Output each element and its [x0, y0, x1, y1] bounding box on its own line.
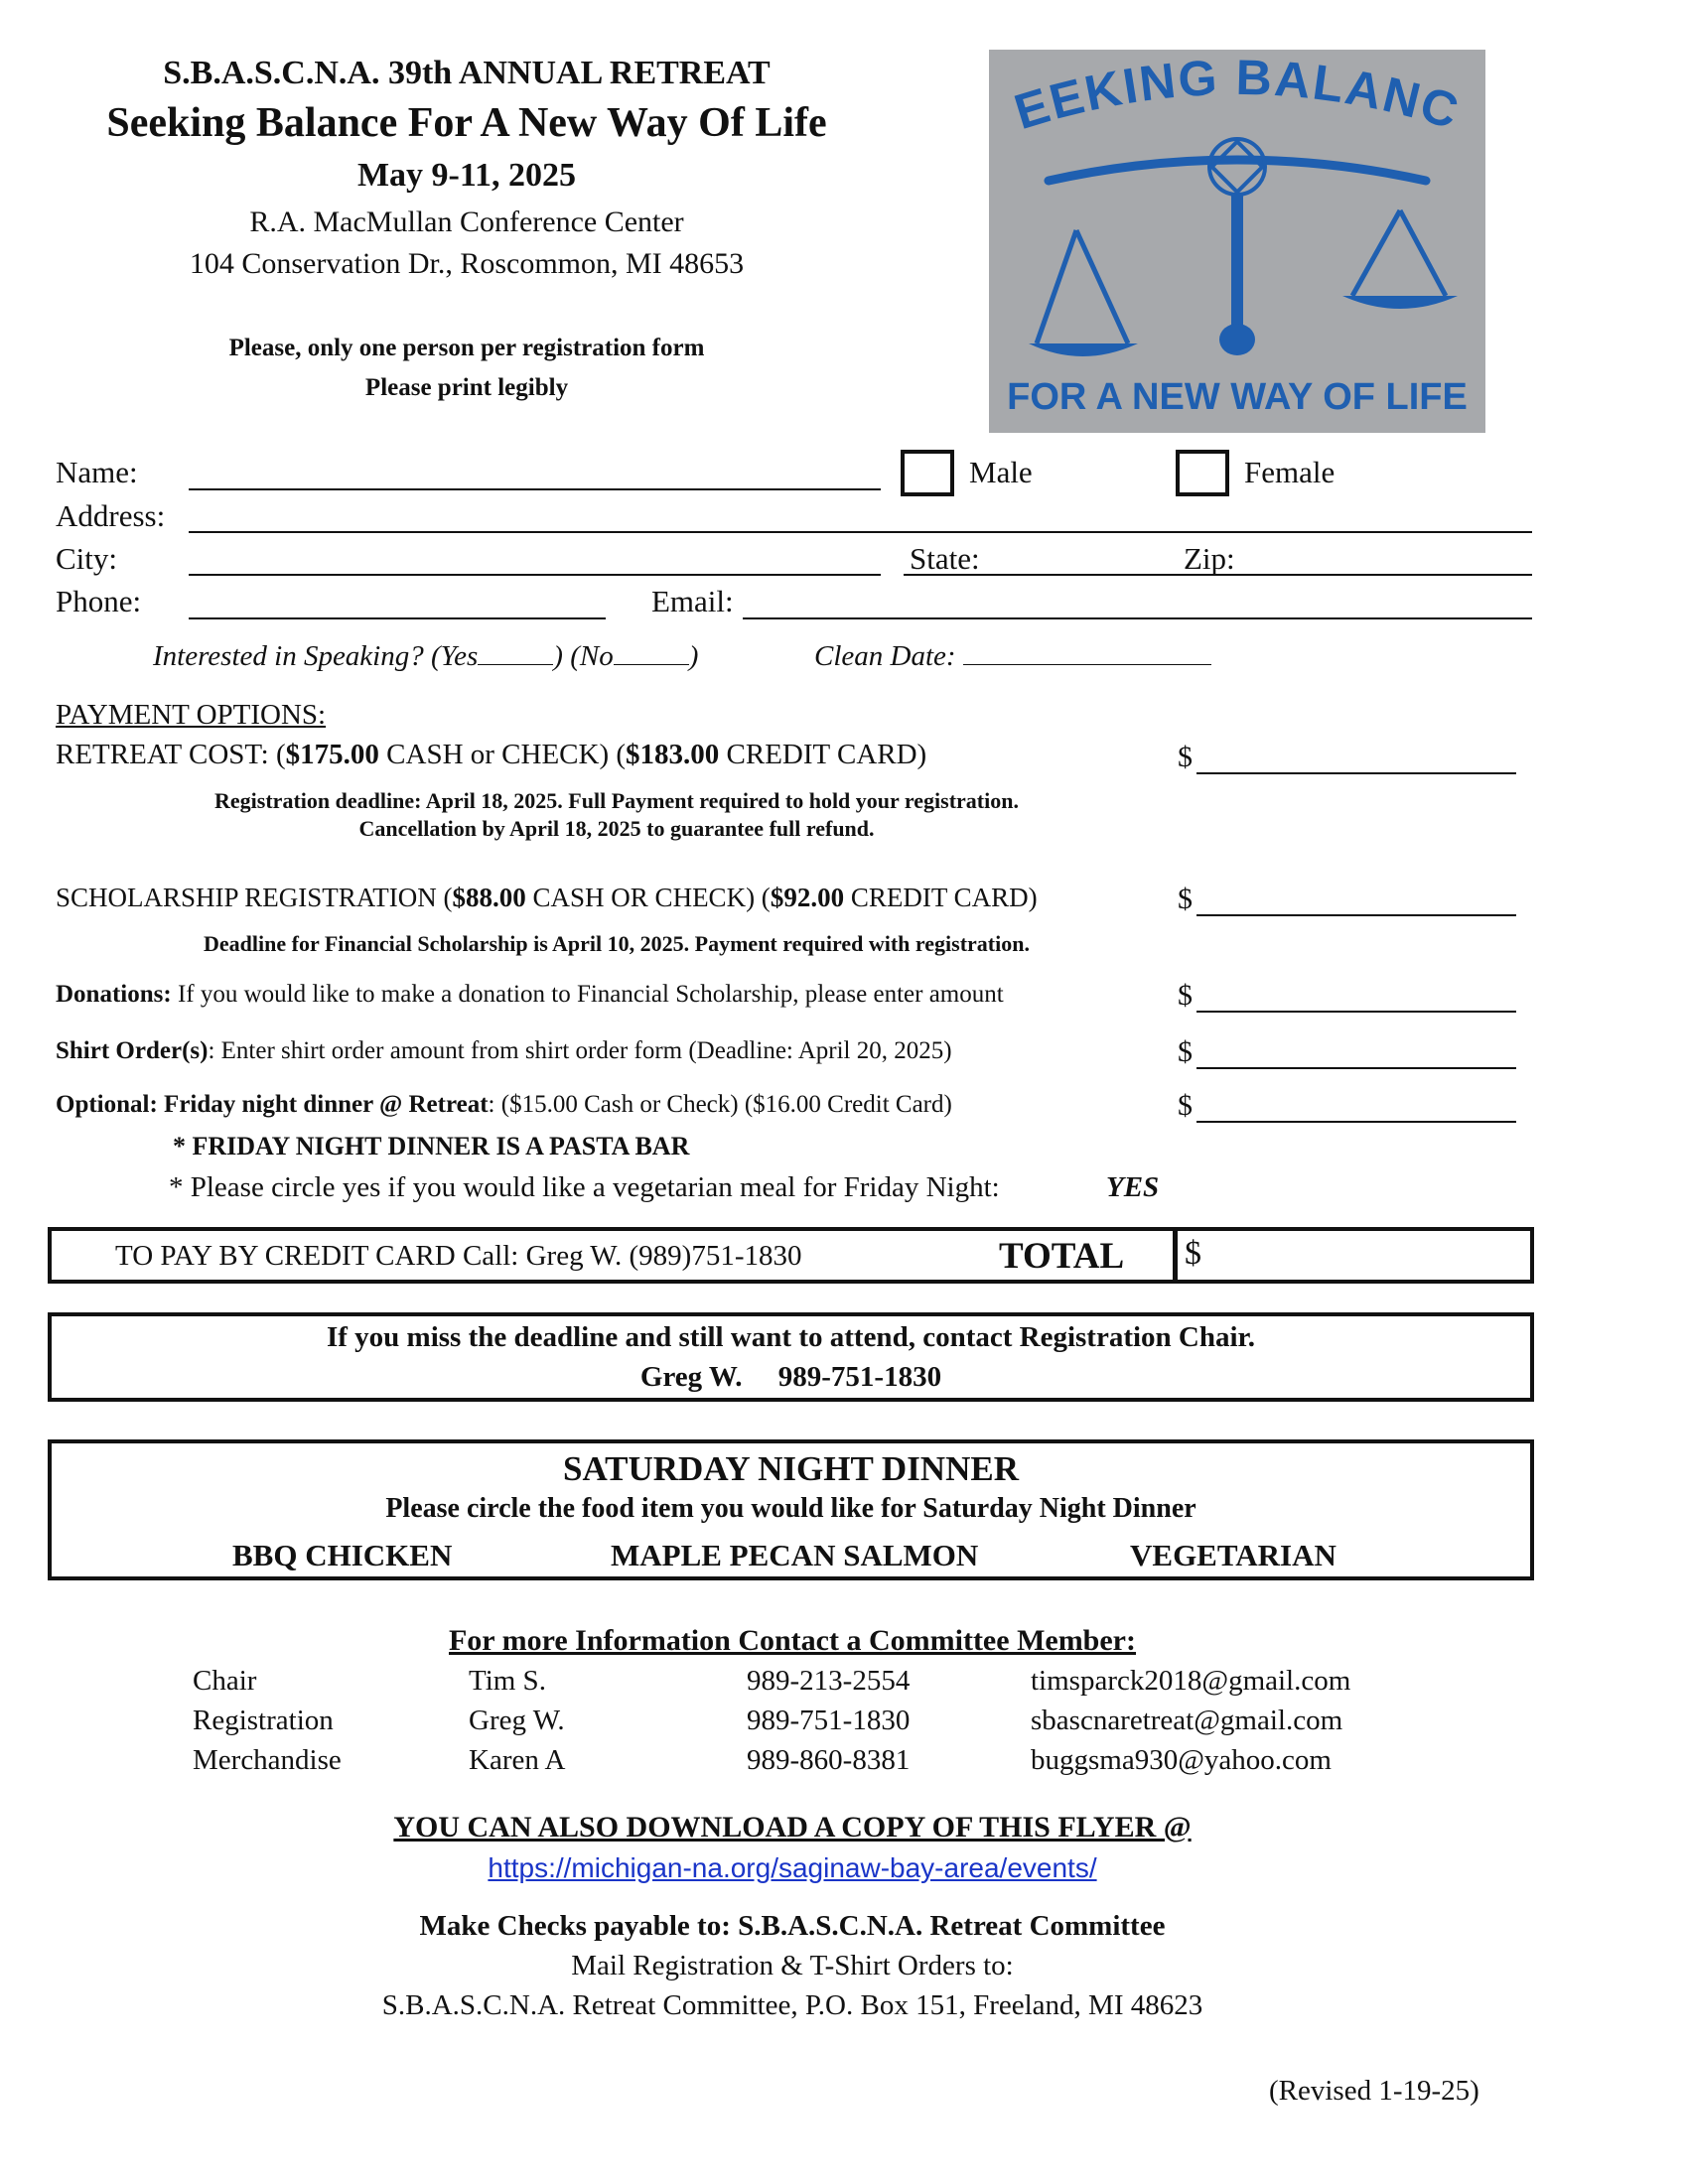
contact-email[interactable]: buggsma930@yahoo.com	[1031, 1744, 1332, 1776]
download-heading: YOU CAN ALSO DOWNLOAD A COPY OF THIS FLYER @	[393, 1811, 1192, 1843]
shirt-order-text: : Enter shirt order amount from shirt order form (Deadline: April 20, 2025)	[208, 1037, 952, 1064]
speaking-no-blank[interactable]	[614, 641, 689, 665]
contact-name: Tim S.	[469, 1665, 546, 1697]
clean-date	[814, 640, 1211, 673]
event-dates: May 9-11, 2025	[356, 157, 577, 194]
svg-text:SEEKING BALANCE	[989, 50, 1467, 140]
female-checkbox[interactable]	[1176, 450, 1229, 496]
shirt-dollar-sign: $	[1178, 1035, 1193, 1068]
contact-phone: 989-213-2554	[747, 1665, 911, 1697]
download-link-wrapper	[0, 1852, 1585, 1884]
event-address: 104 Conservation Dr., Roscommon, MI 48653	[189, 247, 745, 280]
dinner-amount-field[interactable]	[1196, 1121, 1516, 1123]
option-vegetarian[interactable]: VEGETARIAN	[1130, 1538, 1336, 1572]
clean-date-label: Clean Date:	[814, 640, 956, 672]
speaking-mid: ) (No	[553, 640, 614, 672]
retreat-cash-text: CASH or CHECK) (	[378, 739, 627, 770]
scholarship-cc-text: CREDIT CARD)	[844, 883, 1038, 912]
contact-name: Karen A	[469, 1744, 566, 1776]
contact-phone: 989-751-1830	[747, 1705, 911, 1736]
option-maple-pecan-salmon[interactable]: MAPLE PECAN SALMON	[611, 1538, 979, 1572]
friday-dinner-label: Optional: Friday night dinner @ Retreat	[56, 1091, 489, 1118]
contact-role: Chair	[193, 1665, 257, 1697]
payment-heading: PAYMENT OPTIONS:	[56, 699, 327, 731]
retreat-amount-field[interactable]	[1196, 772, 1516, 774]
saturday-dinner-instructions: Please circle the food item you would like for Saturday Night Dinner	[385, 1493, 1196, 1524]
name-field[interactable]	[189, 488, 881, 490]
vegetarian-yes-option[interactable]: YES	[1106, 1171, 1160, 1203]
friday-dinner-text: : ($15.00 Cash or Check) ($16.00 Credit Card)	[488, 1091, 952, 1118]
scholarship-amount-field[interactable]	[1196, 914, 1516, 916]
city-label: City:	[56, 541, 118, 576]
female-label: Female	[1244, 455, 1336, 489]
retreat-cost-label: RETREAT COST: (	[56, 739, 286, 770]
address-field[interactable]	[189, 531, 1532, 533]
balance-scale-icon	[989, 50, 1485, 433]
credit-card-call-text: TO PAY BY CREDIT CARD Call: Greg W. (989)751-1830	[115, 1240, 802, 1272]
shirt-order-label: Shirt Order(s)	[56, 1037, 209, 1064]
total-divider	[1173, 1227, 1178, 1284]
scholarship-cc-amount: $92.00	[770, 883, 845, 912]
phone-label: Phone:	[56, 584, 142, 618]
saturday-dinner-box	[48, 1439, 1534, 1580]
male-label: Male	[969, 455, 1033, 489]
speaking-prefix: Interested in Speaking? (Yes	[153, 640, 479, 672]
donations-label: Donations:	[56, 981, 172, 1008]
revision-date: (Revised 1-19-25)	[1269, 2075, 1479, 2107]
event-title: Seeking Balance For A New Way Of Life	[106, 100, 827, 146]
scholarship-line	[56, 883, 1038, 913]
speaking-suffix: )	[688, 640, 699, 672]
scholarship-dollar-sign: $	[1178, 883, 1193, 915]
donations-line	[56, 981, 1004, 1009]
retreat-cost-line	[56, 739, 926, 771]
event-line: S.B.A.S.C.N.A. 39th ANNUAL RETREAT	[163, 55, 771, 91]
scholarship-cash-text: CASH OR CHECK) (	[525, 883, 771, 912]
name-label: Name:	[56, 455, 138, 489]
option-bbq-chicken[interactable]: BBQ CHICKEN	[232, 1538, 453, 1572]
zip-label: Zip:	[1184, 541, 1235, 576]
dinner-dollar-sign: $	[1178, 1089, 1193, 1122]
one-person-note: Please, only one person per registration form	[228, 335, 705, 361]
contact-email[interactable]: timsparck2018@gmail.com	[1031, 1665, 1351, 1697]
address-label: Address:	[56, 498, 166, 533]
state-label: State:	[910, 541, 980, 576]
total-label: TOTAL	[999, 1236, 1125, 1277]
male-checkbox[interactable]	[901, 450, 954, 496]
retreat-cc-text: CREDIT CARD)	[719, 739, 927, 770]
seeking-balance-logo	[989, 50, 1485, 433]
scholarship-cash-amount: $88.00	[452, 883, 526, 912]
clean-date-blank[interactable]	[963, 641, 1211, 665]
vegetarian-note: * Please circle yes if you would like a vegetarian meal for Friday Night:	[169, 1171, 1000, 1203]
registration-chair-name: Greg W.	[639, 1361, 743, 1393]
contact-name: Greg W.	[469, 1705, 565, 1736]
scholarship-deadline-note: Deadline for Financial Scholarship is April 10, 2025. Payment required with registration.	[204, 931, 1030, 956]
contact-role: Registration	[193, 1705, 334, 1736]
mailing-address: S.B.A.S.C.N.A. Retreat Committee, P.O. Box 151, Freeland, MI 48623	[381, 1989, 1203, 2021]
registration-chair-phone: 989-751-1830	[777, 1361, 942, 1393]
scholarship-label: SCHOLARSHIP REGISTRATION (	[56, 883, 453, 912]
logo-bottom-text: FOR A NEW WAY OF LIFE	[1007, 376, 1468, 418]
retreat-cc-amount: $183.00	[626, 739, 720, 770]
donations-text: If you would like to make a donation to Financial Scholarship, please enter amount	[171, 981, 1004, 1008]
registration-deadline-note: Registration deadline: April 18, 2025. Full Payment required to hold your registration.	[214, 788, 1019, 813]
friday-dinner-line	[56, 1091, 952, 1119]
contact-role: Merchandise	[193, 1744, 342, 1776]
pasta-bar-note: * FRIDAY NIGHT DINNER IS A PASTA BAR	[173, 1132, 690, 1160]
contact-phone: 989-860-8381	[747, 1744, 911, 1776]
total-dollar-sign: $	[1185, 1235, 1201, 1272]
retreat-dollar-sign: $	[1178, 741, 1193, 773]
contact-email[interactable]: sbascnaretreat@gmail.com	[1031, 1705, 1343, 1736]
download-link[interactable]: https://michigan-na.org/saginaw-bay-area/events/	[488, 1852, 1097, 1883]
speaking-question	[153, 640, 698, 673]
phone-field[interactable]	[189, 617, 606, 619]
total-amount-field[interactable]	[1207, 1233, 1525, 1278]
saturday-dinner-title: SATURDAY NIGHT DINNER	[563, 1449, 1019, 1488]
contacts-heading: For more Information Contact a Committee Member:	[448, 1624, 1136, 1657]
shirt-amount-field[interactable]	[1196, 1067, 1516, 1069]
logo-top-text: EEKING BALANC	[1008, 50, 1467, 141]
donations-amount-field[interactable]	[1196, 1011, 1516, 1013]
retreat-cash-amount: $175.00	[285, 739, 379, 770]
shirt-order-line	[56, 1037, 952, 1065]
email-field[interactable]	[743, 617, 1532, 619]
registration-chair-contact	[52, 1361, 1530, 1394]
email-label: Email:	[651, 584, 734, 618]
missed-deadline-box	[48, 1312, 1534, 1402]
city-field[interactable]	[189, 574, 881, 576]
cancellation-note: Cancellation by April 18, 2025 to guarantee full refund.	[358, 816, 875, 841]
missed-deadline-text: If you miss the deadline and still want to attend, contact Registration Chair.	[326, 1321, 1255, 1353]
make-checks-payable: Make Checks payable to: S.B.A.S.C.N.A. Retreat Committee	[419, 1910, 1166, 1942]
mail-registration-line: Mail Registration & T-Shirt Orders to:	[571, 1950, 1014, 1981]
donations-dollar-sign: $	[1178, 979, 1193, 1012]
speaking-yes-blank[interactable]	[478, 641, 553, 665]
event-venue: R.A. MacMullan Conference Center	[249, 205, 684, 238]
print-legibly-note: Please print legibly	[364, 374, 569, 401]
